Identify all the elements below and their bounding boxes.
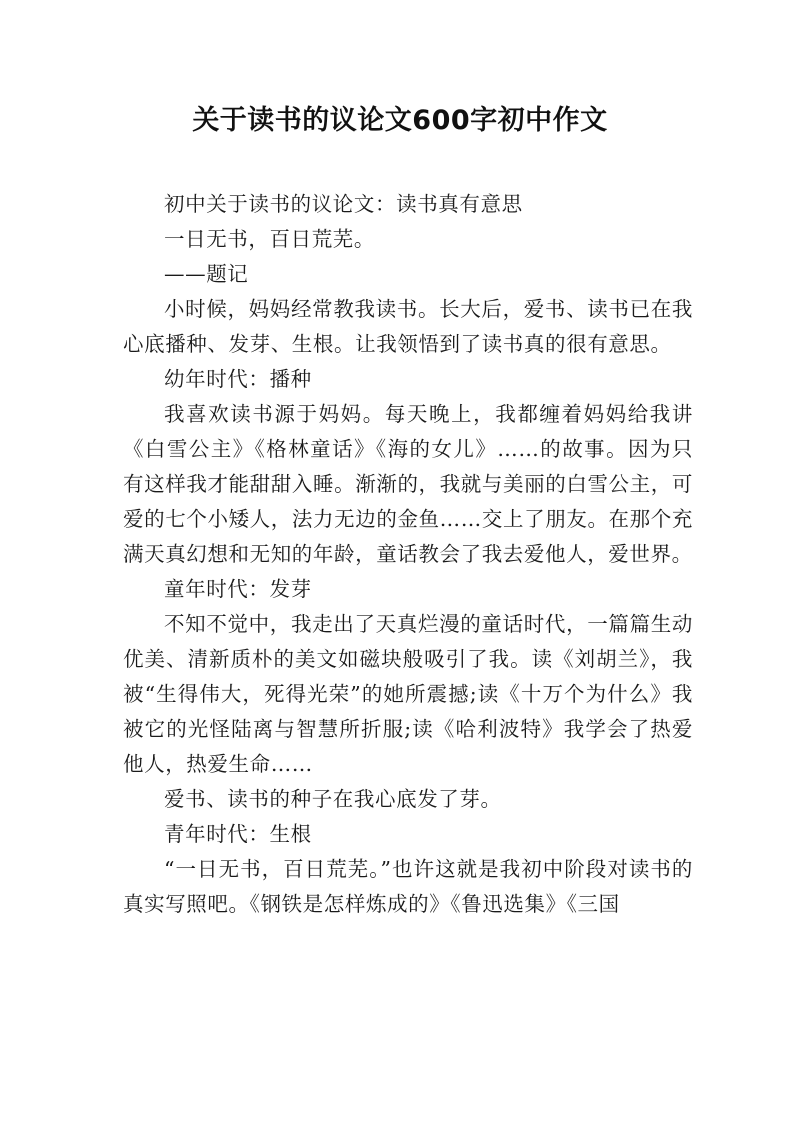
document-body bbox=[123, 187, 693, 922]
paragraph-youth: “一日无书，百日荒芜。”也许这就是我初中阶段对读书的真实写照吧。《钢铁是怎样炼成的》《鲁迅选集》《三国 bbox=[123, 857, 693, 916]
section-heading-infancy: 幼年时代：播种 bbox=[164, 367, 312, 391]
paragraph-childhood-summary: 爱书、读书的种子在我心底发了芽。 bbox=[164, 787, 502, 811]
section-heading-childhood: 童年时代：发芽 bbox=[164, 577, 312, 601]
paragraph-childhood: 不知不觉中，我走出了天真烂漫的童话时代，一篇篇生动优美、清新质朴的美文如磁块般吸引了我。读《刘胡兰》，我被“生得伟大，死得光荣”的她所震撼;读《十万个为什么》我被它的光怪陆离与智慧所折服;读《哈利波特》我学会了热爱他人，热爱生命…… bbox=[123, 612, 693, 776]
paragraph-epigraph: 一日无书，百日荒芜。 bbox=[164, 227, 375, 251]
paragraph-epigraph-attribution: ——题记 bbox=[164, 262, 249, 286]
paragraph-intro: 小时候，妈妈经常教我读书。长大后，爱书、读书已在我心底播种、发芽、生根。让我领悟到了读书真的很有意思。 bbox=[123, 297, 693, 356]
document-title: 关于读书的议论文600字初中作文 bbox=[192, 105, 608, 136]
paragraph-subtitle: 初中关于读书的议论文：读书真有意思 bbox=[164, 192, 523, 216]
section-heading-youth: 青年时代：生根 bbox=[164, 822, 312, 846]
paragraph-infancy: 我喜欢读书源于妈妈。每天晚上，我都缠着妈妈给我讲《白雪公主》《格林童话》《海的女儿》……的故事。因为只有这样我才能甜甜入睡。渐渐的，我就与美丽的白雪公主，可爱的七个小矮人，法力无边的金鱼……交上了朋友。在那个充满天真幻想和无知的年龄，童话教会了我去爱他人，爱世界。 bbox=[123, 402, 693, 566]
